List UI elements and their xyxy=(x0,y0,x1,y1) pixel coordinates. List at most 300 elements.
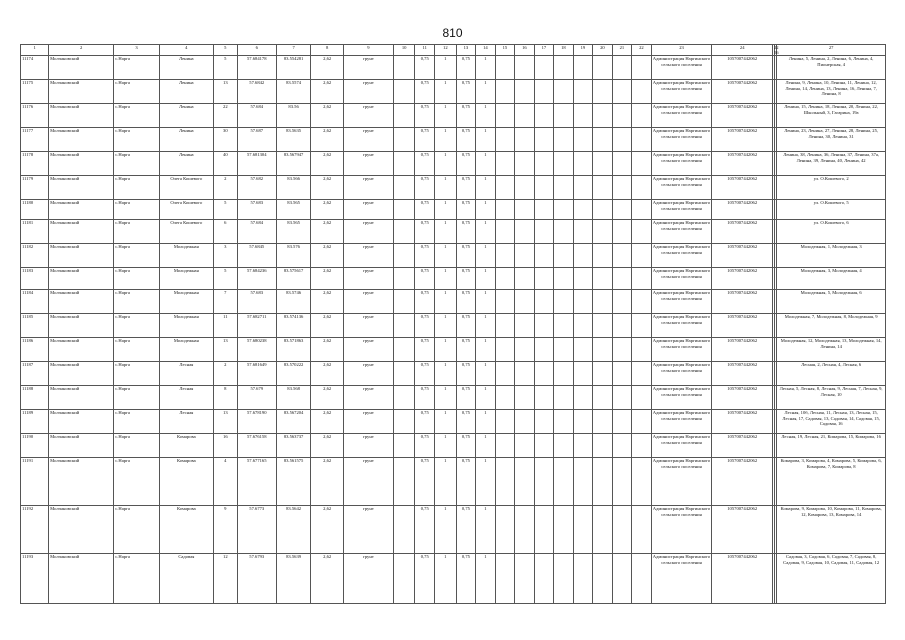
cell-empty xyxy=(612,386,632,410)
cell-empty xyxy=(393,290,415,314)
cell-empty xyxy=(515,176,535,200)
cell-c14: 1 xyxy=(476,176,496,200)
table-row xyxy=(21,434,886,458)
cell-house: 2 xyxy=(213,362,237,386)
table-row xyxy=(21,244,886,268)
cell-house: 9 xyxy=(213,506,237,554)
cell-lon: 83.571863 xyxy=(276,338,311,362)
cell-empty xyxy=(632,338,652,362)
cell-c12: 1 xyxy=(434,176,456,200)
cell-lon: 83.576 xyxy=(276,244,311,268)
cell-house: 11 xyxy=(213,314,237,338)
cell-empty xyxy=(612,128,632,152)
cell-owner: Администрация Наргинского сельского поселения xyxy=(651,434,712,458)
cell-c11: 0,75 xyxy=(415,386,435,410)
cell-c8: 2,62 xyxy=(311,268,344,290)
cell-surface: грунт xyxy=(343,220,393,244)
column-number-cell: 21 xyxy=(612,45,632,56)
cell-empty xyxy=(593,290,613,314)
cell-ogrn: 1057007442062 xyxy=(712,314,773,338)
cell-id: 11177 xyxy=(21,128,49,152)
cell-empty xyxy=(495,410,515,434)
cell-c12: 1 xyxy=(434,338,456,362)
cell-settlement: с.Нарга xyxy=(114,290,160,314)
cell-settlement: с.Нарга xyxy=(114,506,160,554)
cell-lon: 83.563737 xyxy=(276,434,311,458)
table-row xyxy=(21,506,886,554)
cell-district: Молчановский xyxy=(49,362,114,386)
cell-empty xyxy=(573,338,593,362)
table-row xyxy=(21,152,886,176)
cell-addresses: Ленина, 15, Ленина, 18, Ленина, 20, Ленина, 22, Школьный, 3, Гагарина, 19а xyxy=(777,104,886,128)
cell-empty xyxy=(612,410,632,434)
cell-house: 4 xyxy=(213,458,237,506)
cell-c13: 0,75 xyxy=(456,362,476,386)
cell-empty xyxy=(515,314,535,338)
cell-id: 11175 xyxy=(21,80,49,104)
cell-district: Молчановский xyxy=(49,338,114,362)
cell-empty xyxy=(554,176,574,200)
cell-empty xyxy=(554,128,574,152)
cell-lat: 57.682711 xyxy=(237,314,276,338)
cell-owner: Администрация Наргинского сельского поселения xyxy=(651,338,712,362)
cell-empty xyxy=(612,80,632,104)
cell-empty xyxy=(515,338,535,362)
cell-settlement: с.Нарга xyxy=(114,176,160,200)
cell-street: Молодежная xyxy=(159,268,213,290)
cell-lat: 57.679 xyxy=(237,386,276,410)
cell-district: Молчановский xyxy=(49,434,114,458)
cell-c12: 1 xyxy=(434,200,456,220)
cell-ogrn: 1057007442062 xyxy=(712,434,773,458)
cell-surface: грунт xyxy=(343,290,393,314)
cell-empty xyxy=(393,314,415,338)
cell-empty xyxy=(573,80,593,104)
cell-surface: грунт xyxy=(343,128,393,152)
table-row xyxy=(21,410,886,434)
cell-empty xyxy=(393,554,415,604)
cell-empty xyxy=(495,458,515,506)
cell-lon: 83.5635 xyxy=(276,128,311,152)
table-row xyxy=(21,458,886,506)
cell-street: Олега Кошевого xyxy=(159,200,213,220)
cell-c13: 0,75 xyxy=(456,152,476,176)
cell-empty xyxy=(393,80,415,104)
cell-empty xyxy=(632,458,652,506)
cell-empty xyxy=(554,268,574,290)
cell-empty xyxy=(573,176,593,200)
cell-settlement: с.Нарга xyxy=(114,338,160,362)
cell-empty xyxy=(573,268,593,290)
cell-c13: 0,75 xyxy=(456,290,476,314)
cell-surface: грунт xyxy=(343,458,393,506)
cell-empty xyxy=(612,56,632,80)
cell-c14: 1 xyxy=(476,128,496,152)
cell-empty xyxy=(515,290,535,314)
cell-surface: грунт xyxy=(343,152,393,176)
cell-empty xyxy=(534,314,554,338)
cell-empty xyxy=(554,220,574,244)
cell-street: Молодежная xyxy=(159,338,213,362)
cell-c8: 2,62 xyxy=(311,244,344,268)
cell-empty xyxy=(515,128,535,152)
cell-ogrn: 1057007442062 xyxy=(712,200,773,220)
cell-empty xyxy=(554,80,574,104)
cell-empty xyxy=(573,410,593,434)
cell-empty xyxy=(495,152,515,176)
cell-lat: 57.678190 xyxy=(237,410,276,434)
cell-empty xyxy=(612,290,632,314)
cell-c13: 0,75 xyxy=(456,268,476,290)
cell-empty xyxy=(534,506,554,554)
cell-empty xyxy=(534,220,554,244)
cell-addresses: ул. О.Кошевого, 6 xyxy=(777,220,886,244)
cell-c12: 1 xyxy=(434,554,456,604)
table-row xyxy=(21,128,886,152)
column-number-cell: 4 xyxy=(159,45,213,56)
cell-surface: грунт xyxy=(343,268,393,290)
cell-lat: 57.6845 xyxy=(237,244,276,268)
cell-empty xyxy=(573,506,593,554)
cell-addresses: Лесная, 19, Лесная, 21, Комарова, 15, Комарова, 16 xyxy=(777,434,886,458)
cell-empty xyxy=(593,458,613,506)
cell-empty xyxy=(534,290,554,314)
column-number-cell: 26 xyxy=(776,45,779,56)
cell-lat: 57.684236 xyxy=(237,268,276,290)
cell-lon: 83.5574 xyxy=(276,80,311,104)
cell-empty xyxy=(393,244,415,268)
cell-id: 11191 xyxy=(21,458,49,506)
cell-ogrn: 1057007442062 xyxy=(712,554,773,604)
cell-surface: грунт xyxy=(343,386,393,410)
cell-c14: 1 xyxy=(476,362,496,386)
cell-c8: 2,62 xyxy=(311,338,344,362)
table-row xyxy=(21,56,886,80)
cell-addresses: Молодежная, 7, Молодежная, 8, Молодежная, 9 xyxy=(777,314,886,338)
cell-c8: 2,62 xyxy=(311,200,344,220)
cell-empty xyxy=(515,434,535,458)
cell-empty xyxy=(612,314,632,338)
cell-district: Молчановский xyxy=(49,554,114,604)
cell-empty xyxy=(573,128,593,152)
cell-settlement: с.Нарга xyxy=(114,244,160,268)
cell-empty xyxy=(612,104,632,128)
cell-street: Лесная xyxy=(159,386,213,410)
cell-c14: 1 xyxy=(476,220,496,244)
cell-settlement: с.Нарга xyxy=(114,458,160,506)
cell-empty xyxy=(632,386,652,410)
cell-empty xyxy=(495,268,515,290)
cell-lat: 57.6842 xyxy=(237,80,276,104)
column-number-cell: 3 xyxy=(114,45,160,56)
cell-settlement: с.Нарга xyxy=(114,386,160,410)
cell-lat: 57.683 xyxy=(237,290,276,314)
cell-c13: 0,75 xyxy=(456,410,476,434)
cell-ogrn: 1057007442062 xyxy=(712,244,773,268)
cell-ogrn: 1057007442062 xyxy=(712,506,773,554)
cell-addresses: Молодежная, 5, Молодежная, 6 xyxy=(777,290,886,314)
cell-empty xyxy=(554,554,574,604)
cell-c11: 0,75 xyxy=(415,362,435,386)
cell-ogrn: 1057007442062 xyxy=(712,56,773,80)
table-row xyxy=(21,314,886,338)
column-number-row xyxy=(21,45,886,56)
cell-c14: 1 xyxy=(476,458,496,506)
cell-c11: 0,75 xyxy=(415,128,435,152)
cell-id: 11184 xyxy=(21,290,49,314)
cell-owner: Администрация Наргинского сельского поселения xyxy=(651,458,712,506)
cell-lon: 83.566 xyxy=(276,176,311,200)
cell-empty xyxy=(534,128,554,152)
cell-empty xyxy=(593,176,613,200)
cell-empty xyxy=(534,176,554,200)
cell-settlement: с.Нарга xyxy=(114,80,160,104)
cell-c14: 1 xyxy=(476,410,496,434)
cell-lon: 83.5642 xyxy=(276,506,311,554)
cell-empty xyxy=(593,338,613,362)
cell-settlement: с.Нарга xyxy=(114,104,160,128)
cell-empty xyxy=(495,290,515,314)
cell-owner: Администрация Наргинского сельского поселения xyxy=(651,314,712,338)
cell-c11: 0,75 xyxy=(415,104,435,128)
registry-table xyxy=(20,44,886,604)
cell-c14: 1 xyxy=(476,434,496,458)
cell-empty xyxy=(612,338,632,362)
cell-ogrn: 1057007442062 xyxy=(712,338,773,362)
cell-c13: 0,75 xyxy=(456,220,476,244)
column-number-cell: 8 xyxy=(311,45,344,56)
cell-addresses: Ленина, 23, Ленина, 27, Ленина, 28, Ленина, 25, Ленина, 30, Ленина, 31 xyxy=(777,128,886,152)
cell-c13: 0,75 xyxy=(456,338,476,362)
cell-empty xyxy=(495,128,515,152)
table-row xyxy=(21,268,886,290)
cell-surface: грунт xyxy=(343,362,393,386)
cell-empty xyxy=(534,80,554,104)
cell-id: 11188 xyxy=(21,386,49,410)
table-row xyxy=(21,104,886,128)
cell-empty xyxy=(515,268,535,290)
cell-house: 13 xyxy=(213,80,237,104)
cell-empty xyxy=(632,434,652,458)
cell-empty xyxy=(495,244,515,268)
cell-settlement: с.Нарга xyxy=(114,56,160,80)
cell-c13: 0,75 xyxy=(456,200,476,220)
cell-c11: 0,75 xyxy=(415,458,435,506)
cell-empty xyxy=(573,244,593,268)
cell-empty xyxy=(593,268,613,290)
cell-empty xyxy=(554,152,574,176)
cell-empty xyxy=(632,506,652,554)
cell-owner: Администрация Наргинского сельского поселения xyxy=(651,152,712,176)
cell-empty xyxy=(534,104,554,128)
cell-empty xyxy=(554,434,574,458)
cell-owner: Администрация Наргинского сельского поселения xyxy=(651,506,712,554)
cell-empty xyxy=(632,244,652,268)
cell-c11: 0,75 xyxy=(415,268,435,290)
cell-empty xyxy=(573,458,593,506)
cell-lon: 83.56 xyxy=(276,104,311,128)
cell-lon: 83.568 xyxy=(276,386,311,410)
cell-empty xyxy=(573,554,593,604)
cell-house: 16 xyxy=(213,434,237,458)
cell-settlement: с.Нарга xyxy=(114,362,160,386)
cell-empty xyxy=(554,290,574,314)
cell-empty xyxy=(593,56,613,80)
cell-empty xyxy=(554,458,574,506)
cell-empty xyxy=(573,434,593,458)
cell-id: 11183 xyxy=(21,268,49,290)
cell-c11: 0,75 xyxy=(415,314,435,338)
table-row xyxy=(21,290,886,314)
cell-owner: Администрация Наргинского сельского поселения xyxy=(651,268,712,290)
cell-c11: 0,75 xyxy=(415,290,435,314)
cell-addresses: Лесная, 5, Лесная, 8, Лесная, 9, Лесная, 7, Лесная, 9, Лесная, 10 xyxy=(777,386,886,410)
cell-c11: 0,75 xyxy=(415,80,435,104)
cell-owner: Администрация Наргинского сельского поселения xyxy=(651,410,712,434)
cell-lat: 57.681304 xyxy=(237,152,276,176)
cell-empty xyxy=(534,458,554,506)
cell-settlement: с.Нарга xyxy=(114,434,160,458)
cell-c14: 1 xyxy=(476,386,496,410)
cell-empty xyxy=(554,362,574,386)
cell-empty xyxy=(515,56,535,80)
cell-house: 40 xyxy=(213,152,237,176)
cell-c11: 0,75 xyxy=(415,176,435,200)
cell-id: 11190 xyxy=(21,434,49,458)
cell-c12: 1 xyxy=(434,128,456,152)
cell-empty xyxy=(393,458,415,506)
cell-ogrn: 1057007442062 xyxy=(712,362,773,386)
cell-c12: 1 xyxy=(434,386,456,410)
cell-surface: грунт xyxy=(343,434,393,458)
table-row xyxy=(21,220,886,244)
cell-district: Молчановский xyxy=(49,200,114,220)
column-number-cell: 10 xyxy=(393,45,415,56)
cell-house: 8 xyxy=(213,386,237,410)
cell-c11: 0,75 xyxy=(415,200,435,220)
cell-lon: 83.567947 xyxy=(276,152,311,176)
cell-district: Молчановский xyxy=(49,314,114,338)
column-number-cell: 5 xyxy=(213,45,237,56)
cell-empty xyxy=(534,56,554,80)
table-row xyxy=(21,362,886,386)
cell-empty xyxy=(554,314,574,338)
cell-street: Лесная xyxy=(159,362,213,386)
cell-street: Садовая xyxy=(159,554,213,604)
cell-ogrn: 1057007442062 xyxy=(712,386,773,410)
cell-empty xyxy=(534,410,554,434)
cell-settlement: с.Нарга xyxy=(114,268,160,290)
cell-district: Молчановский xyxy=(49,80,114,104)
cell-empty xyxy=(593,152,613,176)
cell-surface: грунт xyxy=(343,104,393,128)
cell-empty xyxy=(632,268,652,290)
cell-c12: 1 xyxy=(434,410,456,434)
cell-c8: 2,62 xyxy=(311,386,344,410)
table-row xyxy=(21,200,886,220)
cell-empty xyxy=(593,506,613,554)
cell-c12: 1 xyxy=(434,244,456,268)
cell-c13: 0,75 xyxy=(456,434,476,458)
cell-empty xyxy=(554,338,574,362)
cell-id: 11178 xyxy=(21,152,49,176)
cell-empty xyxy=(515,506,535,554)
cell-empty xyxy=(393,410,415,434)
cell-ogrn: 1057007442062 xyxy=(712,152,773,176)
cell-empty xyxy=(554,56,574,80)
cell-empty xyxy=(534,152,554,176)
cell-id: 11192 xyxy=(21,506,49,554)
cell-lat: 57.682 xyxy=(237,176,276,200)
cell-district: Молчановский xyxy=(49,128,114,152)
cell-house: 5 xyxy=(213,56,237,80)
cell-empty xyxy=(573,56,593,80)
table-row xyxy=(21,386,886,410)
cell-empty xyxy=(612,554,632,604)
cell-empty xyxy=(393,220,415,244)
cell-empty xyxy=(573,220,593,244)
cell-owner: Администрация Наргинского сельского поселения xyxy=(651,244,712,268)
cell-c8: 2,62 xyxy=(311,554,344,604)
cell-addresses: Ленина, 5, Ленина, 2, Ленина, 6, Ленина, 4, Пионерская, 4 xyxy=(777,56,886,80)
cell-house: 12 xyxy=(213,554,237,604)
cell-empty xyxy=(393,56,415,80)
cell-c13: 0,75 xyxy=(456,104,476,128)
cell-settlement: с.Нарга xyxy=(114,220,160,244)
column-number-cell: 11 xyxy=(415,45,435,56)
cell-owner: Администрация Наргинского сельского поселения xyxy=(651,56,712,80)
cell-empty xyxy=(495,104,515,128)
cell-c12: 1 xyxy=(434,458,456,506)
cell-addresses: ул. О.Кошевого, 5 xyxy=(777,200,886,220)
cell-empty xyxy=(393,506,415,554)
cell-surface: грунт xyxy=(343,80,393,104)
cell-empty xyxy=(393,434,415,458)
cell-empty xyxy=(495,506,515,554)
cell-c13: 0,75 xyxy=(456,56,476,80)
cell-empty xyxy=(554,104,574,128)
cell-house: 22 xyxy=(213,104,237,128)
cell-owner: Администрация Наргинского сельского поселения xyxy=(651,554,712,604)
cell-c8: 2,62 xyxy=(311,220,344,244)
cell-c14: 1 xyxy=(476,268,496,290)
cell-settlement: с.Нарга xyxy=(114,128,160,152)
cell-id: 11186 xyxy=(21,338,49,362)
column-number-cell: 13 xyxy=(456,45,476,56)
cell-owner: Администрация Наргинского сельского поселения xyxy=(651,386,712,410)
cell-c11: 0,75 xyxy=(415,338,435,362)
cell-ogrn: 1057007442062 xyxy=(712,104,773,128)
cell-empty xyxy=(393,268,415,290)
cell-empty xyxy=(612,220,632,244)
cell-owner: Администрация Наргинского сельского поселения xyxy=(651,176,712,200)
cell-empty xyxy=(515,362,535,386)
cell-empty xyxy=(534,554,554,604)
cell-lon: 83.561575 xyxy=(276,458,311,506)
cell-c14: 1 xyxy=(476,244,496,268)
cell-empty xyxy=(515,220,535,244)
cell-empty xyxy=(632,104,652,128)
column-number-cell: 22 xyxy=(632,45,652,56)
cell-c11: 0,75 xyxy=(415,56,435,80)
column-number-cell: 19 xyxy=(573,45,593,56)
cell-ogrn: 1057007442062 xyxy=(712,80,773,104)
cell-c14: 1 xyxy=(476,338,496,362)
cell-empty xyxy=(495,434,515,458)
cell-empty xyxy=(612,458,632,506)
column-number-cell: 23 xyxy=(651,45,712,56)
cell-empty xyxy=(573,104,593,128)
